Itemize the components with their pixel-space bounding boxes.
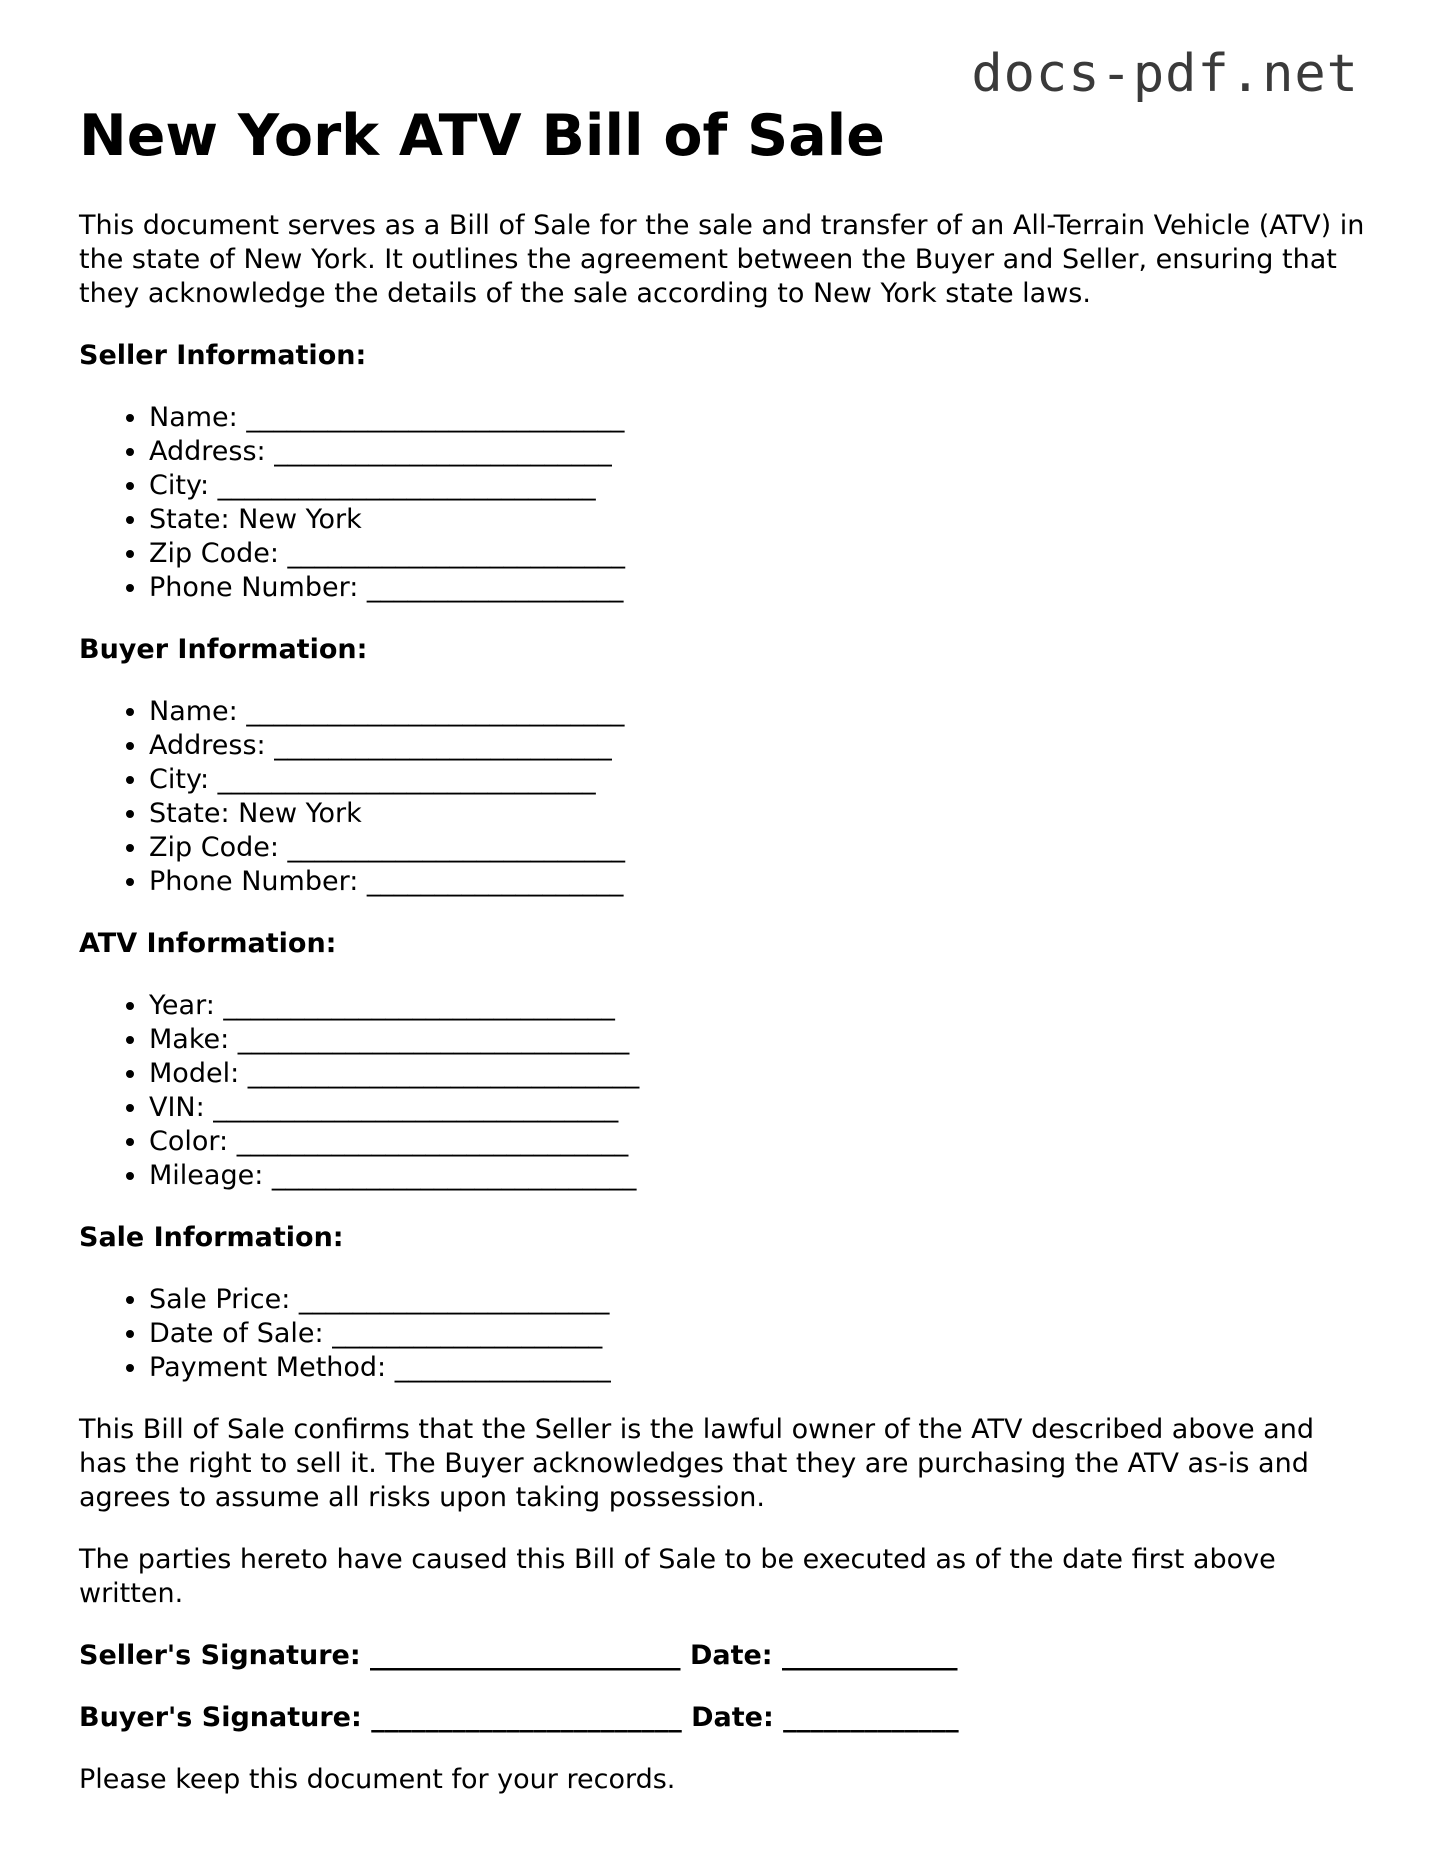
buyer-signature-line: Buyer's Signature: _______________________ Date: _____________ bbox=[79, 1702, 959, 1733]
sale-list bbox=[79, 1283, 1369, 1385]
list-item: • Address: _________________________ bbox=[149, 729, 1369, 763]
watermark: docs-pdf.net bbox=[971, 44, 1359, 104]
list-item: • Year: _____________________________ bbox=[149, 989, 1369, 1023]
seller-list bbox=[79, 401, 1369, 605]
list-item: • City: ____________________________ bbox=[149, 469, 1369, 503]
seller-signature-line: Seller's Signature: _______________________ Date: _____________ bbox=[79, 1640, 958, 1671]
list-item: • Date of Sale: ____________________ bbox=[149, 1317, 1369, 1351]
sale-heading: Sale Information: bbox=[79, 1222, 344, 1253]
closing-note: Please keep this document for your records. bbox=[79, 1764, 676, 1795]
intro-paragraph: This document serves as a Bill of Sale for the sale and transfer of an All-Terrain Vehicle (ATV) in the state of New York. It outlines the agreement between the Buyer and Seller, ensuring that they acknowledge the details of the sale according to New York state laws. bbox=[79, 210, 1365, 309]
document-title: New York ATV Bill of Sale bbox=[79, 103, 885, 169]
list-item: • Payment Method: ________________ bbox=[149, 1351, 1369, 1385]
list-item: • State: New York bbox=[149, 503, 1369, 537]
list-item: • Name: ____________________________ bbox=[149, 401, 1369, 435]
list-item: • Name: ____________________________ bbox=[149, 695, 1369, 729]
list-item: • Address: _________________________ bbox=[149, 435, 1369, 469]
confirmation-paragraph: This Bill of Sale confirms that the Seller is the lawful owner of the ATV described above and has the right to sell it. The Buyer acknowledges that they are purchasing the ATV as-is and agrees to assume all risks upon taking possession. bbox=[79, 1414, 1314, 1513]
list-item: • State: New York bbox=[149, 797, 1369, 831]
buyer-heading: Buyer Information: bbox=[79, 634, 368, 665]
buyer-list bbox=[79, 695, 1369, 899]
list-item: • City: ____________________________ bbox=[149, 763, 1369, 797]
list-item: • Phone Number: ___________________ bbox=[149, 571, 1369, 605]
list-item: • Phone Number: ___________________ bbox=[149, 865, 1369, 899]
atv-list bbox=[79, 989, 1369, 1193]
list-item: • Zip Code: _________________________ bbox=[149, 537, 1369, 571]
list-item: • VIN: ______________________________ bbox=[149, 1091, 1369, 1125]
document-body bbox=[79, 100, 1369, 1797]
atv-heading: ATV Information: bbox=[79, 928, 337, 959]
list-item: • Color: _____________________________ bbox=[149, 1125, 1369, 1159]
executed-paragraph: The parties hereto have caused this Bill of Sale to be executed as of the date first above written. bbox=[79, 1544, 1276, 1609]
list-item: • Make: _____________________________ bbox=[149, 1023, 1369, 1057]
list-item: • Model: _____________________________ bbox=[149, 1057, 1369, 1091]
list-item: • Zip Code: _________________________ bbox=[149, 831, 1369, 865]
list-item: • Mileage: ___________________________ bbox=[149, 1159, 1369, 1193]
seller-heading: Seller Information: bbox=[79, 340, 367, 371]
list-item: • Sale Price: _______________________ bbox=[149, 1283, 1369, 1317]
